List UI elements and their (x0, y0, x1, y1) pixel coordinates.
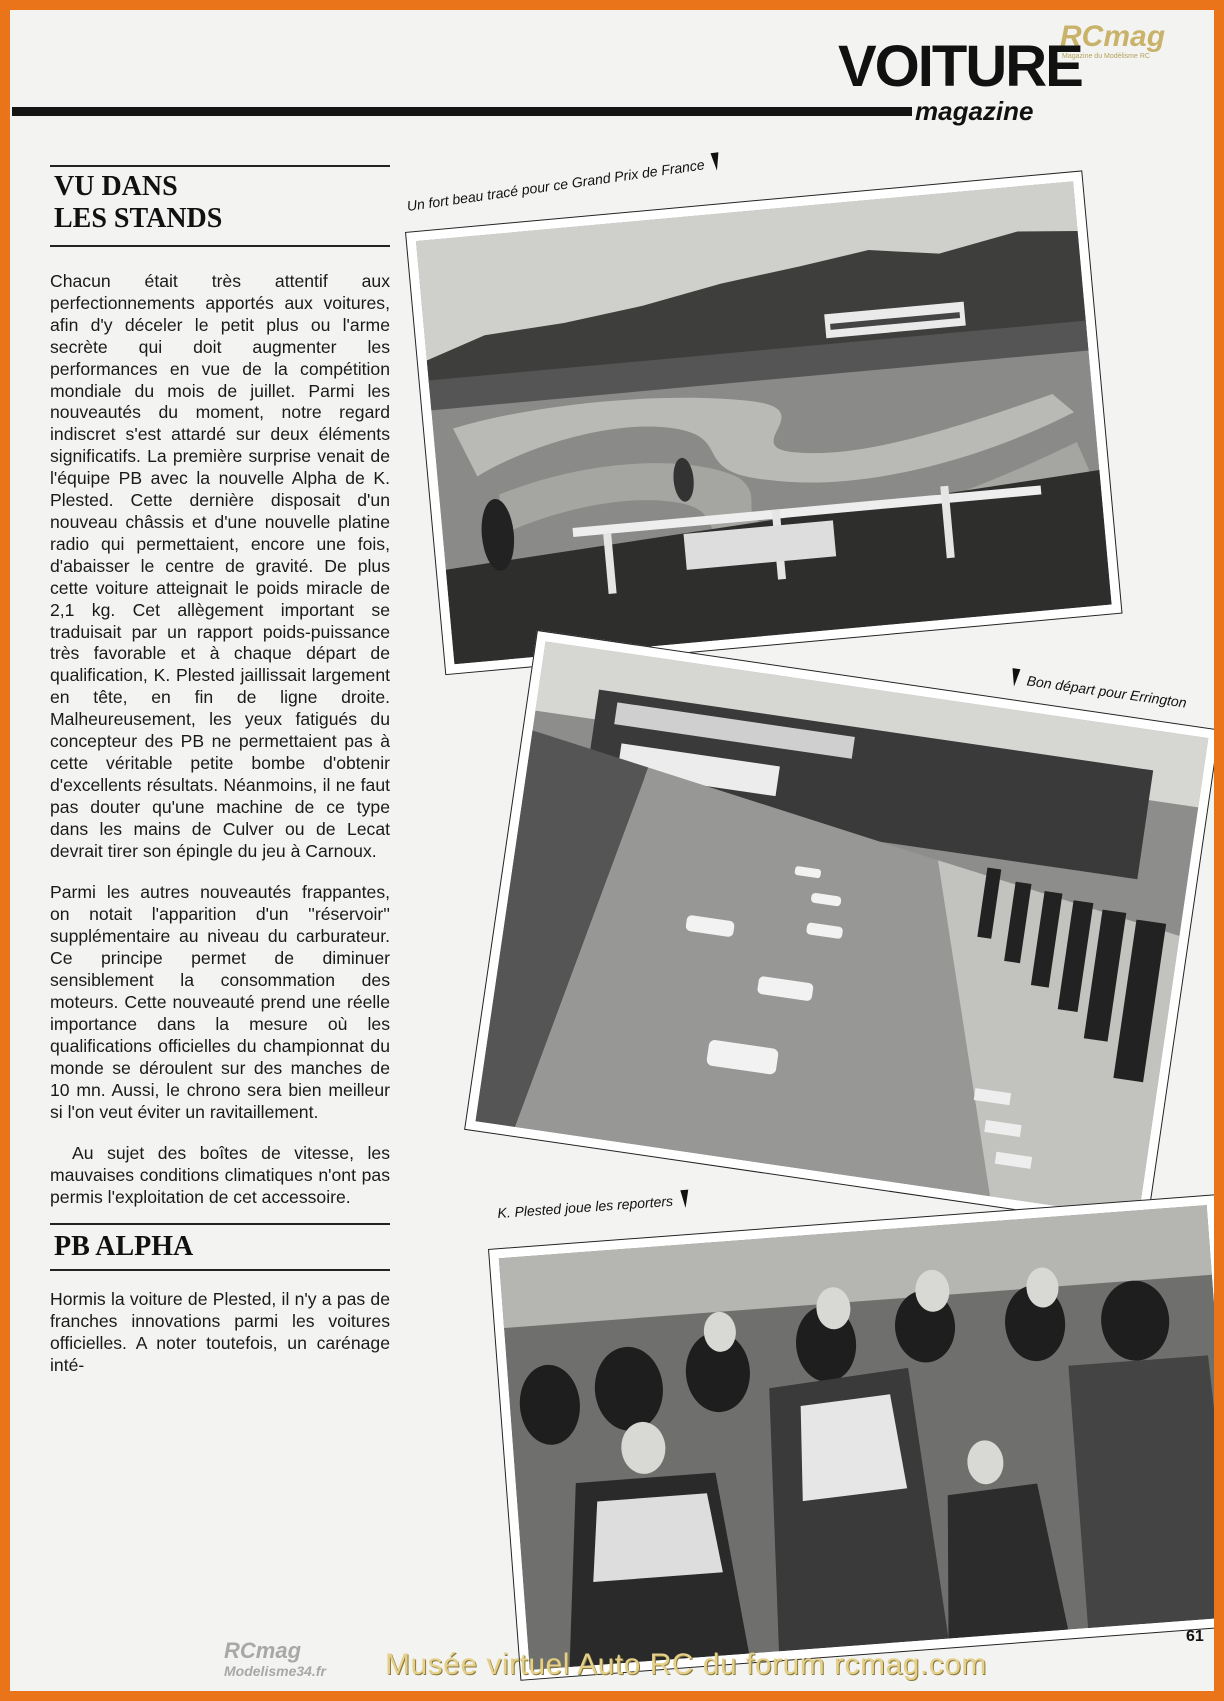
caption-arrow-icon (711, 152, 721, 171)
section-rule (50, 245, 390, 247)
photo-caption-reporters: K. Plested joue les reporters (497, 1190, 690, 1221)
heading-line-1: VU DANS (54, 171, 178, 202)
rcmag-watermark-tagline: Magazine du Modélisme RC (1062, 53, 1150, 60)
section-rule (50, 1223, 390, 1225)
crowd-photo-image (499, 1205, 1214, 1670)
photo-caption-track: Un fort beau tracé pour ce Grand Prix de France (405, 152, 721, 214)
magazine-logo-title: VOITURE (838, 34, 1082, 99)
magazine-page (10, 10, 1214, 1691)
article-paragraph: Au sujet des boîtes de vitesse, les mauvaises conditions climatiques n'ont pas permis l'exploitation de cet accessoire. (50, 1143, 390, 1208)
caption-arrow-icon (680, 1190, 689, 1209)
caption-arrow-icon (1010, 668, 1020, 687)
race-start-photo (464, 630, 1214, 1229)
heading-line-2: LES STANDS (54, 203, 223, 234)
article-paragraph: Hormis la voiture de Plested, il n'y a pas de franches innovations parmi les voitures officielles. A noter toutefois, un carénage inté- (50, 1289, 390, 1375)
section-rule (50, 165, 390, 167)
page-number: 61 (1186, 1628, 1204, 1645)
footer-logo-line1: RCmag (224, 1638, 302, 1663)
track-photo-image (416, 181, 1112, 664)
masthead-rule (12, 107, 912, 116)
article-paragraph: Chacun était très attentif aux perfectionnements apportés aux voitures, afin d'y déceler le petit plus ou l'arme secrète qui doit augmenter les performances en vue de la compétition mondiale du mois de juillet. Parmi les nouveautés du moment, notre regard indiscret s'est attardé sur deux éléments significatifs. La première surprise venait de l'équipe PB avec la nouvelle Alpha de K. Plested. Cette dernière disposait d'un nouveau châssis et d'une nouvelle platine radio qui permettaient, encore une fois, d'abaisser le centre de gravité. De plus cette voiture atteignait le poids miracle de 2,1 kg. Cet allègement important se traduisait par un rapport poids-puissance très favorable et à chaque départ de qualification, K. Plested jaillissait largement en tête, en fin de ligne droite. Malheureusement, les yeux fatigués du concepteur des PB ne permettaient pas à cette véritable petite bombe d'obtenir d'excellents résultats. Néanmoins, il ne faut pas douter qu'une machine de ce type dans les mains de Culver ou de Lecat devrait tirer son épingle du jeu à Carnoux. (50, 271, 390, 861)
magazine-logo-subtitle: magazine (915, 96, 1034, 126)
section-rule (50, 1269, 390, 1271)
article-column (50, 165, 390, 1377)
photo-caption-start: Bon départ pour Errington (1010, 668, 1188, 710)
section-heading-vu-dans-les-stands (54, 171, 390, 235)
footer-rcmag-logo (224, 1640, 326, 1678)
footer-watermark-text: Musée virtuel Auto RC du forum rcmag.com (385, 1648, 987, 1681)
article-paragraph: Parmi les autres nouveautés frappantes, on notait l'apparition d'un ''réservoir'' supplémentaire au niveau du carburateur. Ce principe permet de diminuer sensiblement la consommation des moteurs. Cette nouveauté prend une réelle importance dans la mesure où les qualifications officielles du championnat du monde se déroulent sur des manches de 10 mn. Aussi, le chrono sera bien meilleur si l'on veut éviter un ravitaillement. (50, 882, 390, 1122)
crowd-photographers-photo (488, 1194, 1214, 1681)
footer-logo-line2: Modelisme34.fr (224, 1663, 326, 1679)
rcmag-watermark-logo: RCmag (1060, 20, 1166, 53)
section-heading-pb-alpha: PB ALPHA (54, 1231, 194, 1263)
track-overview-photo (405, 170, 1123, 675)
race-start-photo-image (475, 641, 1208, 1218)
